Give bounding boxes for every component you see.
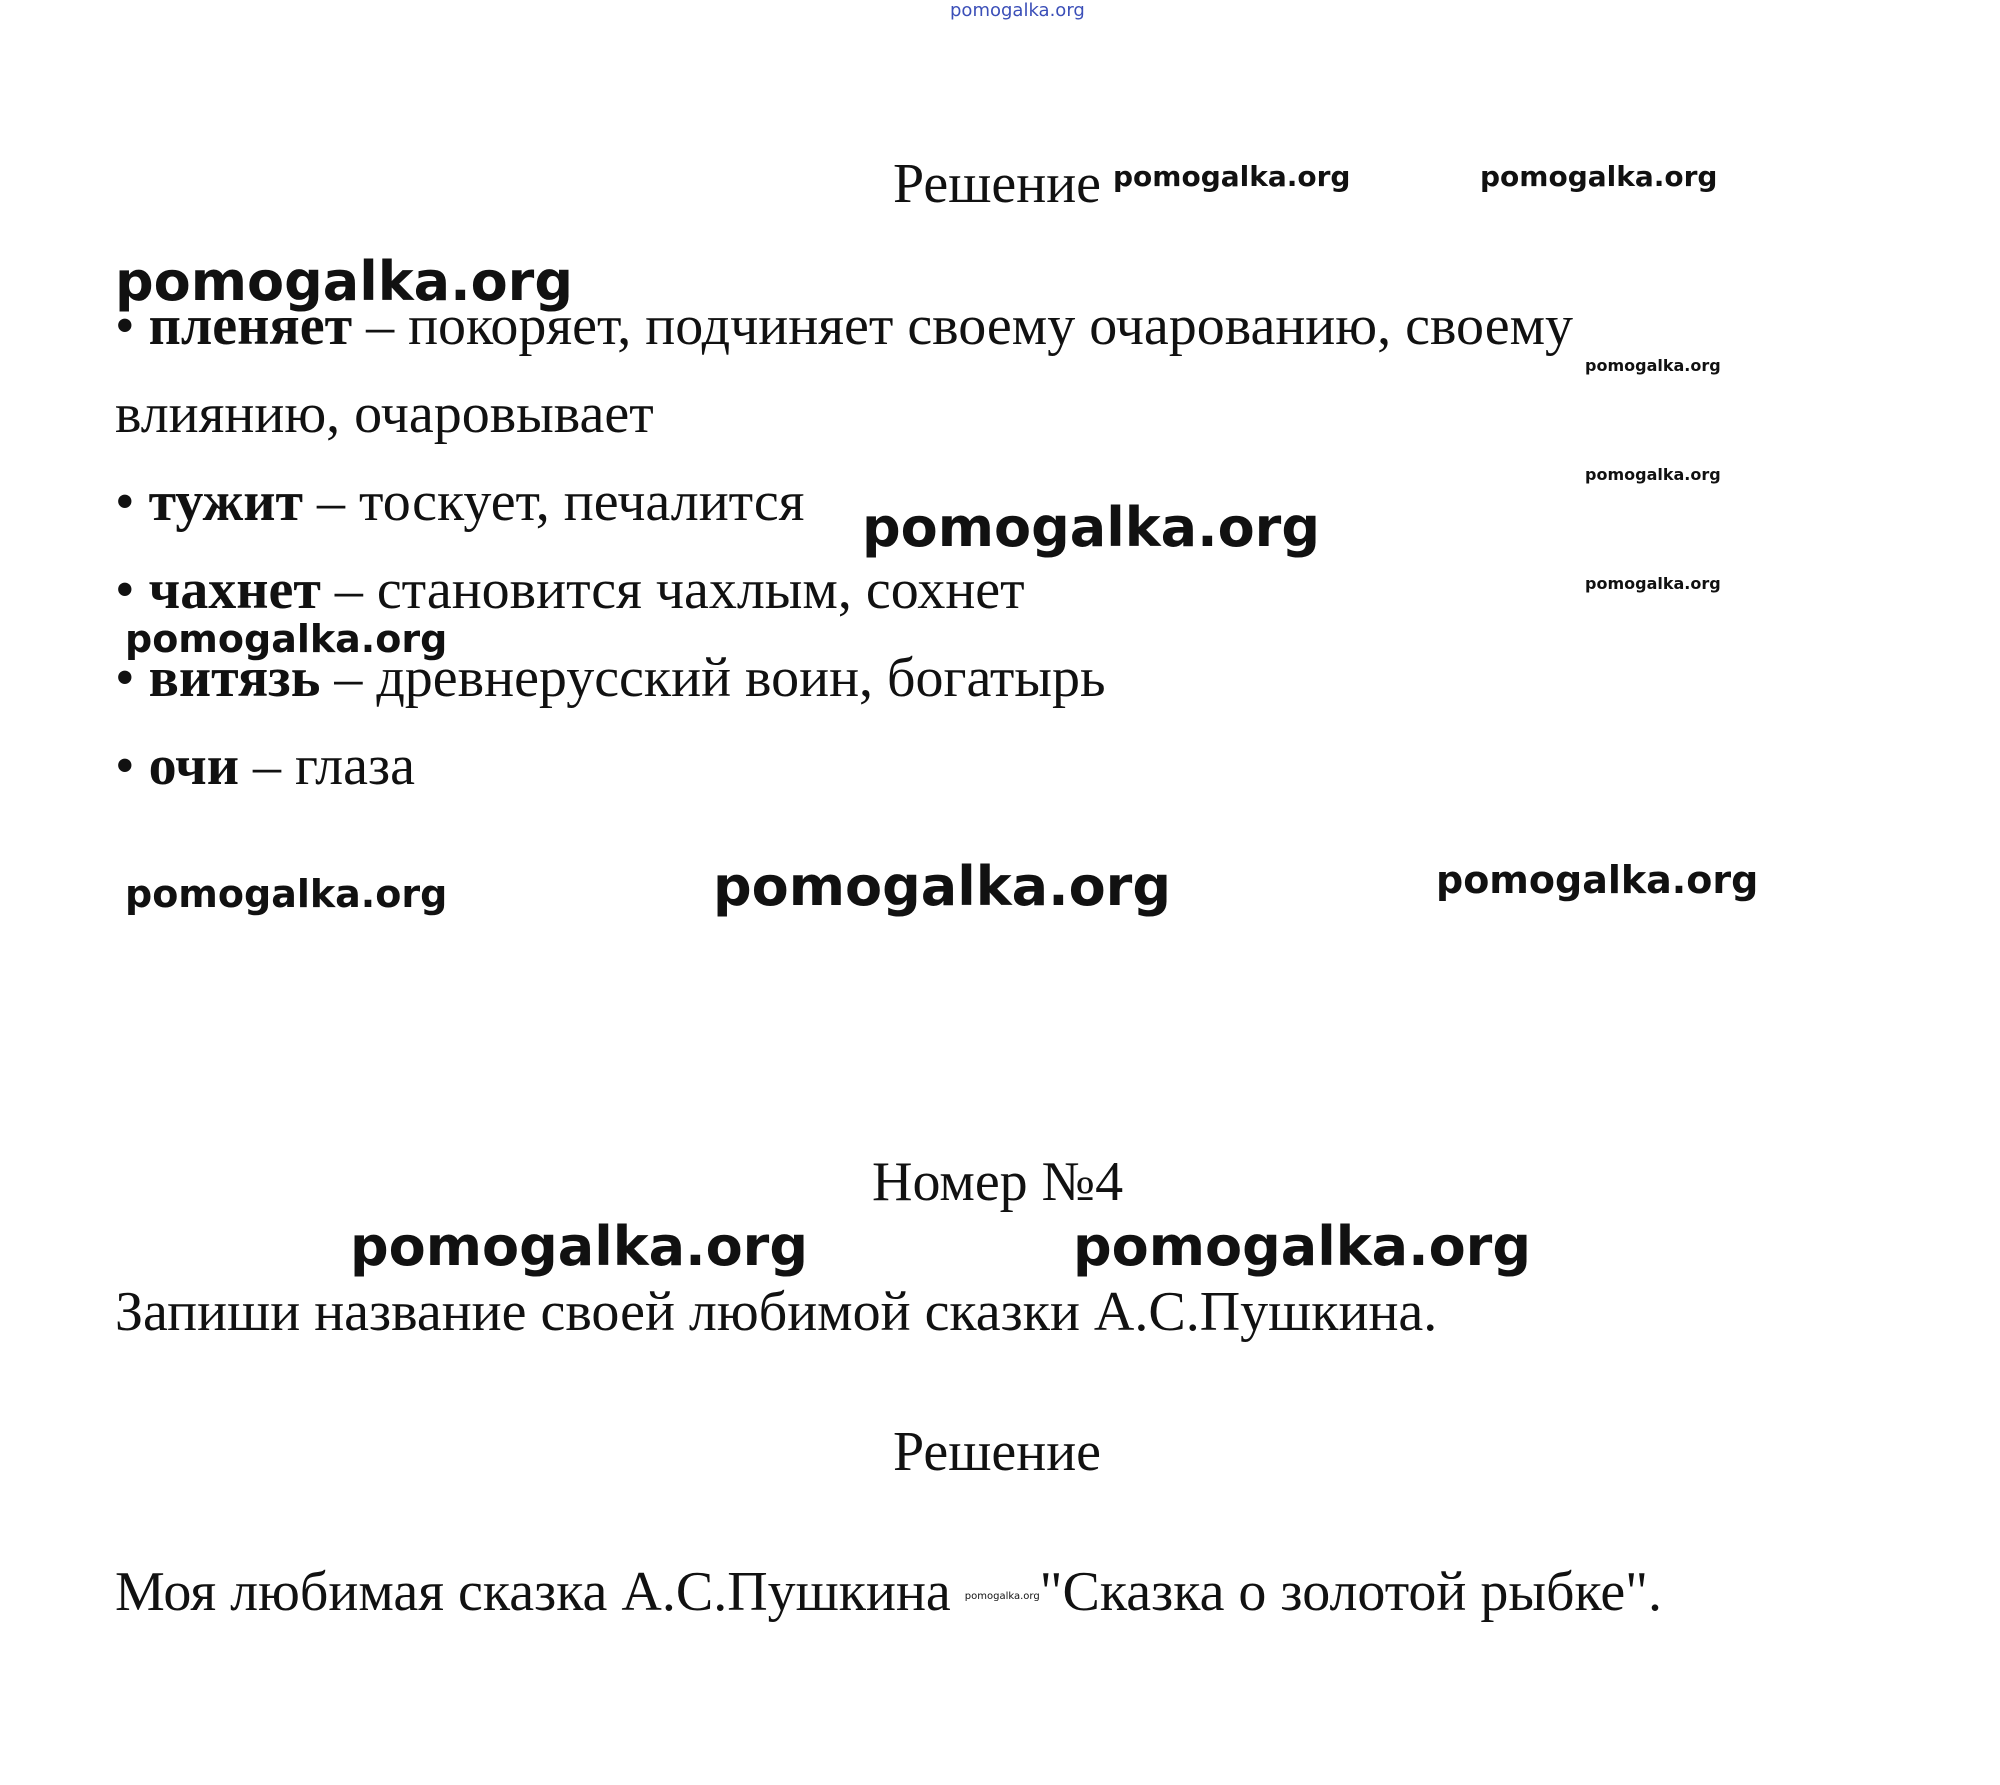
definition-dash: –	[366, 295, 395, 357]
watermark: pomogalka.org	[862, 496, 1320, 559]
answer-part-2: "Сказка о золотой рыбке".	[1039, 1561, 1663, 1623]
definition-text: становится чахлым, сохнет	[376, 559, 1025, 621]
definition-dash: –	[253, 735, 282, 797]
watermark: pomogalka.org	[1585, 465, 1721, 484]
inline-watermark: pomogalka.org	[964, 1591, 1040, 1603]
definition-term: тужит	[148, 471, 304, 533]
definition-text: древнерусский воин, богатырь	[376, 647, 1106, 709]
definition-text: покоряет, подчиняет своему очарованию, своему	[408, 295, 1574, 357]
bullet: •	[115, 471, 135, 533]
definition-text: тоскует, печалится	[359, 471, 805, 533]
definition-dash: –	[334, 647, 363, 709]
watermark: pomogalka.org	[713, 855, 1171, 918]
header-watermark: pomogalka.org	[950, 0, 1085, 21]
definition-dash: –	[334, 559, 363, 621]
watermark: pomogalka.org	[1585, 574, 1721, 593]
watermark: pomogalka.org	[115, 250, 573, 313]
bullet: •	[115, 295, 135, 357]
watermark: pomogalka.org	[1113, 160, 1351, 193]
watermark: pomogalka.org	[125, 872, 448, 916]
watermark: pomogalka.org	[350, 1215, 808, 1278]
watermark: pomogalka.org	[1073, 1215, 1531, 1278]
definition-item	[115, 556, 1025, 624]
solution-heading: Решение	[893, 153, 1102, 215]
bullet: •	[115, 647, 135, 709]
solution-heading-2: Решение	[893, 1421, 1102, 1483]
watermark: pomogalka.org	[1585, 356, 1721, 375]
definition-item	[115, 468, 804, 536]
definition-continuation: влиянию, очаровывает	[115, 383, 654, 445]
watermark: pomogalka.org	[1480, 160, 1718, 193]
bullet: •	[115, 559, 135, 621]
task-text: Запиши название своей любимой сказки А.С.Пушкина.	[115, 1281, 1438, 1343]
answer-text	[115, 1558, 1662, 1631]
definition-term: очи	[148, 735, 240, 797]
definition-term: витязь	[148, 647, 321, 709]
watermark: pomogalka.org	[125, 617, 448, 661]
watermark: pomogalka.org	[1436, 858, 1759, 902]
definition-text: глаза	[295, 735, 415, 797]
definition-dash: –	[317, 471, 346, 533]
exercise-number: Номер №4	[872, 1151, 1124, 1213]
definition-term: пленяет	[148, 295, 353, 357]
definition-term: чахнет	[148, 559, 321, 621]
answer-part-1: Моя любимая сказка А.С.Пушкина	[115, 1561, 951, 1623]
definition-item	[115, 732, 415, 800]
bullet: •	[115, 735, 135, 797]
